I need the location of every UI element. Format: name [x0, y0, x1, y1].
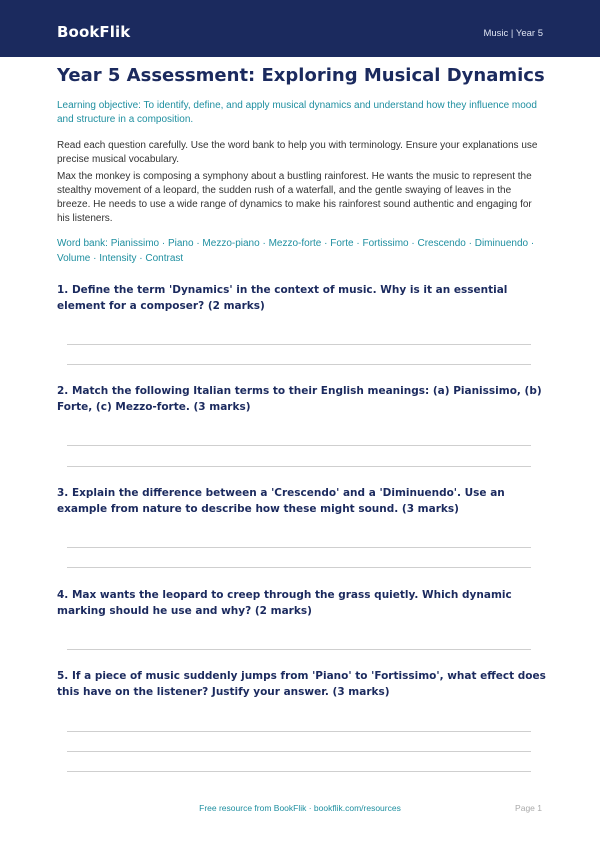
- answer-line: [67, 771, 531, 772]
- brand-logo: BookFlik: [57, 23, 131, 41]
- question-4: 4. Max wants the leopard to creep through the grass quietly. Which dynamic marking should he use and why? (2 marks): [57, 589, 512, 617]
- learning-objective: Learning objective: To identify, define, and apply musical dynamics and understand how they influence mood and structure in a composition.: [57, 100, 537, 125]
- answer-line: [67, 445, 531, 446]
- footer-text: Free resource from BookFlik · bookflik.com/resources: [199, 803, 401, 813]
- answer-line: [67, 751, 531, 752]
- answer-line: [67, 466, 531, 467]
- page-title: Year 5 Assessment: Exploring Musical Dynamics: [57, 65, 545, 86]
- page-header: [0, 0, 600, 57]
- instructions-paragraph: Read each question carefully. Use the word bank to help you with terminology. Ensure your explanations use precise musical vocabulary.: [57, 140, 538, 165]
- answer-line: [67, 649, 531, 650]
- answer-line: [67, 731, 531, 732]
- subject-year-label: Music | Year 5: [483, 28, 543, 39]
- answer-line: [67, 547, 531, 548]
- question-1: 1. Define the term 'Dynamics' in the context of music. Why is it an essential element for a composer? (2 marks): [57, 284, 508, 312]
- answer-line: [67, 567, 531, 568]
- word-bank: Word bank: Pianissimo · Piano · Mezzo-piano · Mezzo-forte · Forte · Fortissimo · Crescendo · Diminuendo · Volume · Intensity · Contrast: [57, 238, 535, 264]
- page-number: Page 1: [515, 803, 542, 813]
- answer-line: [67, 364, 531, 365]
- answer-line: [67, 344, 531, 345]
- question-3: 3. Explain the difference between a 'Crescendo' and a 'Diminuendo'. Use an example from nature to describe how these might sound. (3 marks): [57, 487, 505, 515]
- scenario-paragraph: Max the monkey is composing a symphony about a bustling rainforest. He wants the music to represent the stealthy movement of a leopard, the sudden rush of a waterfall, and the gentle swaying of leaves in the breeze. He needs to use a wide range of dynamics to make his rainforest sound authentic and engaging for his listeners.: [57, 171, 532, 224]
- question-2: 2. Match the following Italian terms to their English meanings: (a) Pianissimo, (b) Forte, (c) Mezzo-forte. (3 marks): [57, 385, 542, 413]
- question-5: 5. If a piece of music suddenly jumps from 'Piano' to 'Fortissimo', what effect does this have on the listener? Justify your answer. (3 marks): [57, 670, 546, 698]
